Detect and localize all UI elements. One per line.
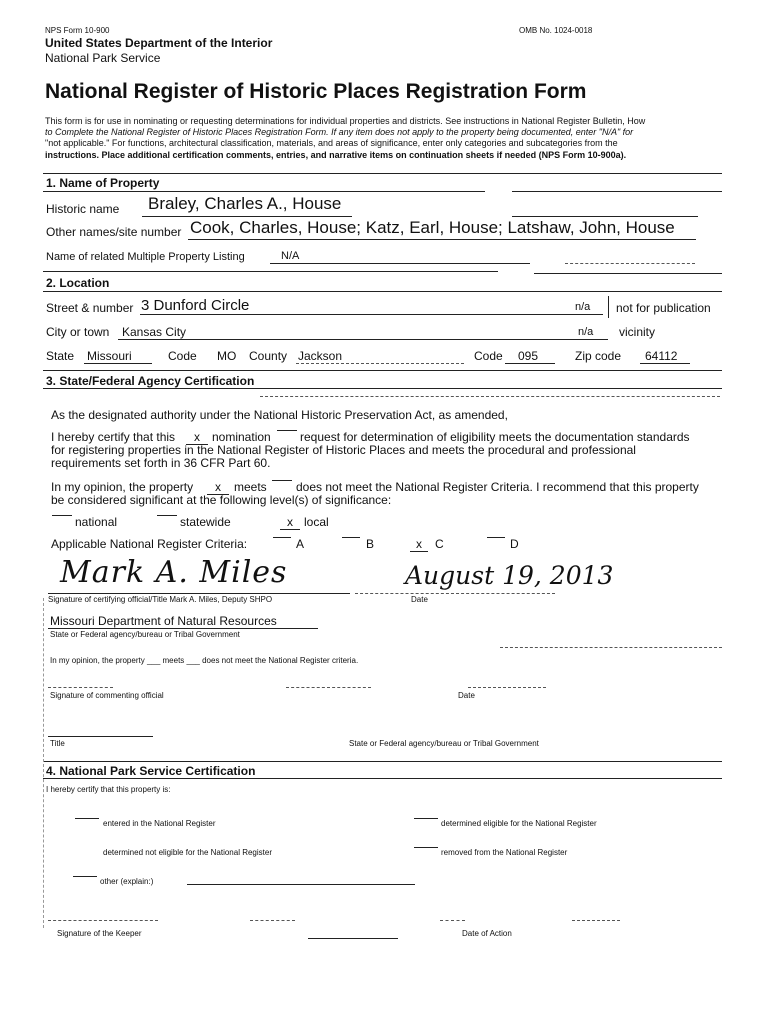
section-2-heading: 2. Location (46, 276, 110, 290)
historic-name-label: Historic name (46, 202, 120, 216)
street-value[interactable]: 3 Dunford Circle (141, 297, 250, 314)
signature-date: August 19, 2013 (405, 561, 614, 590)
not-eligible-label: determined not eligible for the National Register (103, 848, 272, 857)
city-na[interactable]: n/a (578, 326, 594, 338)
nomination-checkbox[interactable]: x (186, 430, 208, 445)
commenting-signature-label: Signature of commenting official (50, 691, 164, 700)
nps-certify-text: I hereby certify that this property is: (46, 785, 171, 794)
omb-number: OMB No. 1024-0018 (519, 26, 593, 35)
signature-date-label: Date (411, 595, 428, 604)
commenting-date-label: Date (458, 691, 475, 700)
request-checkbox[interactable] (277, 430, 297, 431)
zip-label: Zip code (575, 349, 622, 363)
street-label: Street & number (46, 301, 134, 315)
agency-label: State or Federal agency/bureau or Tribal Government (50, 630, 240, 639)
other-names-value[interactable]: Cook, Charles, House; Katz, Earl, House; Latshaw, John, House (190, 218, 675, 237)
authority-text: As the designated authority under the National Historic Preservation Act, as amended, (51, 408, 508, 422)
criterion-b-checkbox[interactable] (342, 537, 360, 538)
determined-eligible-label: determined eligible for the National Register (441, 819, 597, 828)
city-value[interactable]: Kansas City (122, 325, 187, 339)
street-na[interactable]: n/a (575, 301, 591, 313)
meets-checkbox[interactable]: x (207, 480, 229, 495)
date-of-action-label: Date of Action (462, 929, 512, 938)
title-label: Title (50, 739, 65, 748)
certify-text-c: request for determination of eligibility meets the documentation standards (300, 430, 690, 444)
state-label: State (46, 349, 75, 363)
certify-text-a: I hereby certify that this (51, 430, 176, 444)
section-4-heading: 4. National Park Service Certification (46, 764, 256, 778)
criterion-c-checkbox[interactable]: x (410, 537, 428, 552)
service-name: National Park Service (45, 51, 161, 65)
criterion-c-label: C (435, 537, 444, 551)
entered-label: entered in the National Register (103, 819, 216, 828)
national-checkbox[interactable] (52, 515, 72, 516)
intro-line-4: instructions. Place additional certification comments, entries, and narrative items on continuation sheets if needed (NPS Form 10-900a). (45, 150, 627, 160)
national-label: national (75, 515, 118, 529)
removed-checkbox[interactable] (414, 847, 438, 848)
code-label: Code (168, 349, 197, 363)
title-agency-label: State or Federal agency/bureau or Tribal Government (349, 739, 539, 748)
local-checkbox[interactable]: x (280, 515, 300, 530)
criterion-d-checkbox[interactable] (487, 537, 505, 538)
city-label: City or town (46, 325, 110, 339)
historic-name-value[interactable]: Braley, Charles A., House (148, 194, 342, 213)
page-title: National Register of Historic Places Registration Form (45, 80, 587, 103)
section-1-heading: 1. Name of Property (46, 176, 160, 190)
not-meet-checkbox[interactable] (272, 480, 292, 481)
multiple-listing-value[interactable]: N/A (281, 250, 300, 262)
certify-text-b: nomination (212, 430, 271, 444)
criteria-label: Applicable National Register Criteria: (51, 537, 248, 551)
certifying-signature: Mark A. Miles (60, 555, 288, 590)
certify-line-3: requirements set forth in 36 CFR Part 60. (51, 456, 271, 470)
removed-label: removed from the National Register (441, 848, 568, 857)
opinion-line-2: be considered significant at the following level(s) of significance: (51, 493, 392, 507)
section-3-heading: 3. State/Federal Agency Certification (46, 374, 255, 388)
opinion-2-text: In my opinion, the property ___ meets ___ does not meet the National Register criteria. (50, 656, 359, 665)
vicinity-label: vicinity (619, 325, 656, 339)
statewide-checkbox[interactable] (157, 515, 177, 516)
other-names-label: Other names/site number (46, 225, 182, 239)
opinion-text-a: In my opinion, the property (51, 480, 194, 494)
signature-label: Signature of certifying official/Title Mark A. Miles, Deputy SHPO (48, 595, 273, 604)
intro-line-2: to Complete the National Register of Historic Places Registration Form. If any item does not apply to the property being documented, enter "N/A" for (45, 127, 634, 137)
certify-line-2: for registering properties in the National Register of Historic Places and meets the procedural and professional (51, 443, 636, 457)
intro-line-3: "not applicable." For functions, architectural classification, materials, and areas of significance, enter only categories and subcategories from the (45, 138, 618, 148)
other-label: other (explain:) (100, 877, 154, 886)
other-checkbox[interactable] (73, 876, 97, 877)
not-for-publication-label: not for publication (616, 301, 711, 315)
agency-name[interactable]: Missouri Department of Natural Resources (50, 614, 277, 628)
county-value[interactable]: Jackson (298, 349, 343, 363)
criterion-b-label: B (366, 537, 375, 551)
statewide-label: statewide (180, 515, 231, 529)
county-label: County (249, 349, 288, 363)
state-value[interactable]: Missouri (87, 349, 132, 363)
keeper-signature-label: Signature of the Keeper (57, 929, 142, 938)
determined-eligible-checkbox[interactable] (414, 818, 438, 819)
criterion-d-label: D (510, 537, 519, 551)
opinion-text-b: meets (234, 480, 267, 494)
entered-checkbox[interactable] (75, 818, 99, 819)
criterion-a-label: A (296, 537, 305, 551)
form-number: NPS Form 10-900 (45, 26, 110, 35)
department-name: United States Department of the Interior (45, 36, 273, 50)
zip-value[interactable]: 64112 (645, 349, 678, 363)
state-code-value[interactable]: MO (217, 349, 237, 363)
multiple-listing-label: Name of related Multiple Property Listing (46, 251, 245, 263)
intro-line-1: This form is for use in nominating or requesting determinations for individual properties and districts. See instructions in National Register Bulletin, How (45, 116, 646, 126)
county-code-value[interactable]: 095 (518, 349, 539, 363)
criterion-a-checkbox[interactable] (273, 537, 291, 538)
opinion-text-c: does not meet the National Register Criteria. I recommend that this property (296, 480, 699, 494)
local-label: local (304, 515, 329, 529)
county-code-label: Code (474, 349, 503, 363)
